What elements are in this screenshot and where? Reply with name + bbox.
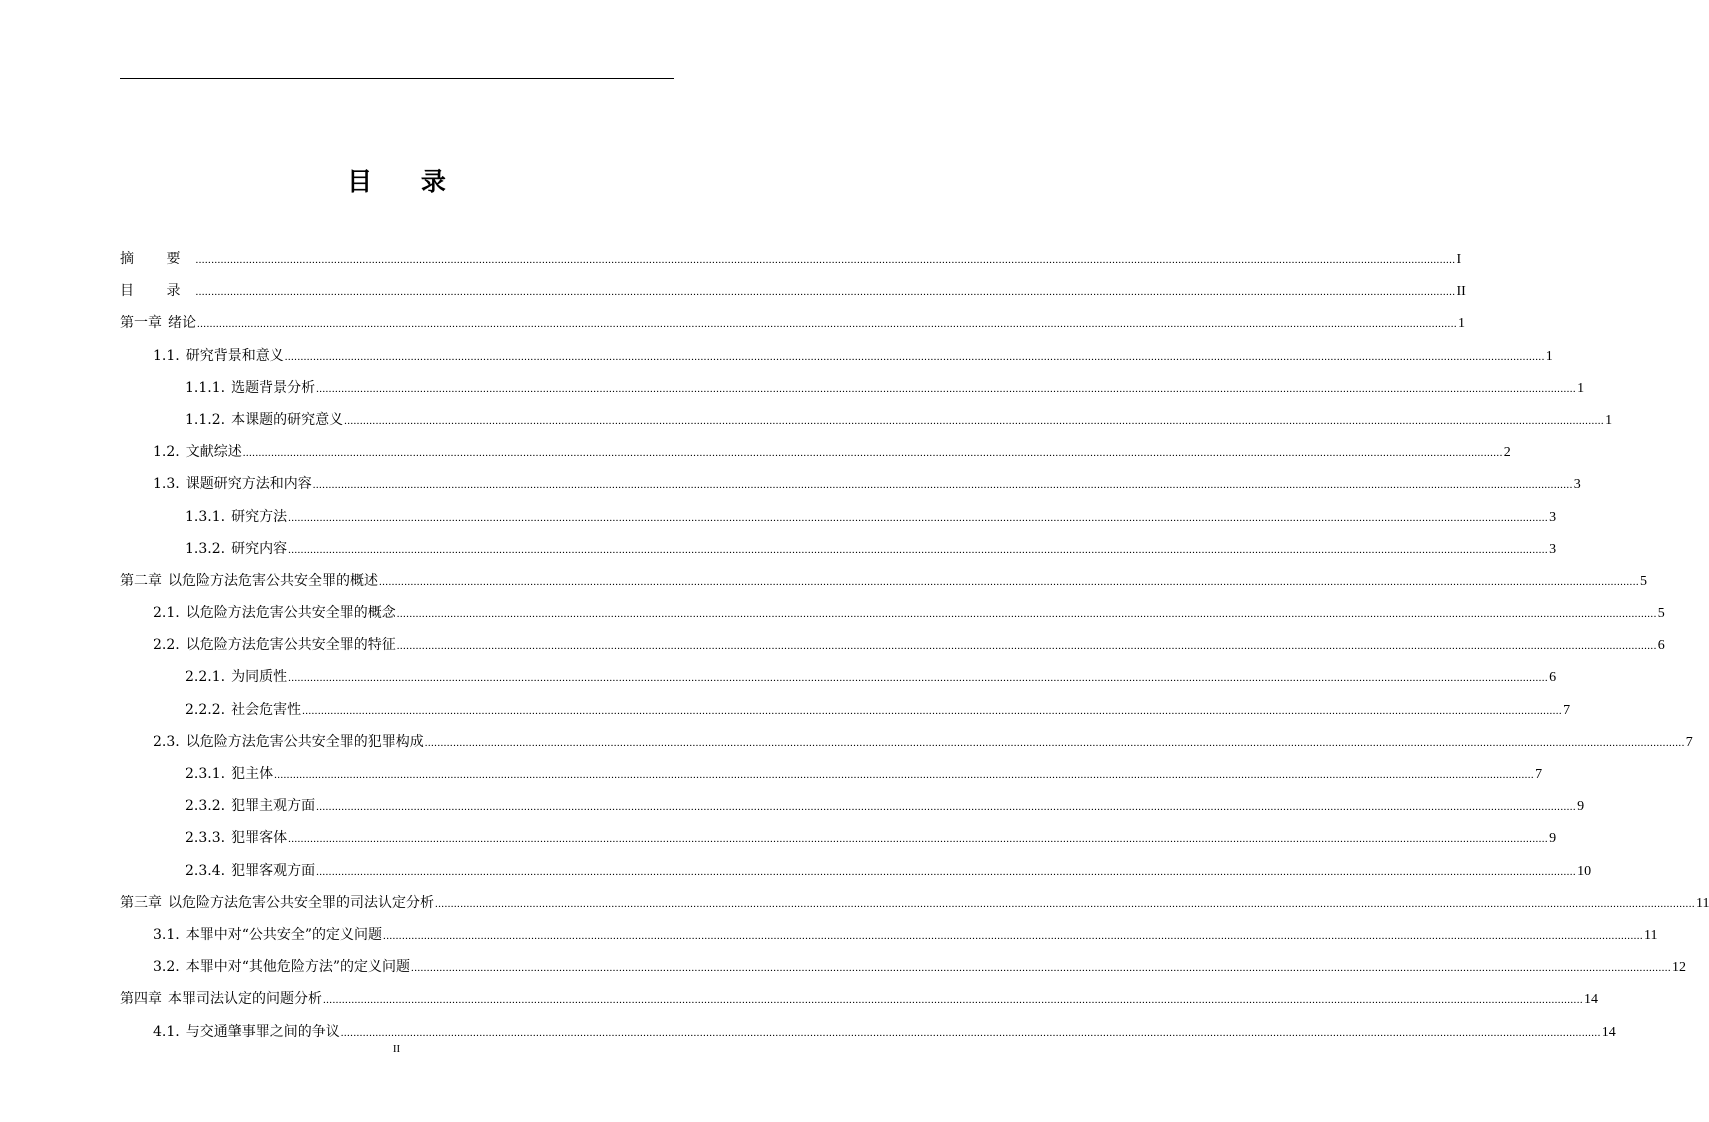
toc-entry-page: 9	[1577, 799, 1585, 815]
toc-entry-page: 1	[1458, 316, 1465, 332]
toc-entry[interactable]	[120, 919, 1658, 951]
toc-entry-label: 以危险方法危害公共安全罪的概述	[168, 572, 378, 589]
toc-entry[interactable]	[120, 340, 1553, 372]
toc-entry[interactable]	[120, 726, 1693, 758]
toc-entry-number: 1.3.1.	[185, 508, 226, 525]
toc-entry-number: 1.3.	[153, 476, 180, 493]
toc-entry-label: 犯罪客观方面	[231, 862, 316, 879]
toc-entry-label: 本罪司法认定的问题分析	[168, 991, 322, 1008]
toc-dot-leader: ................................................................................................................................................................................................................................................................................................................................................................................................................	[274, 769, 1535, 781]
toc-entry-page: 6	[1657, 638, 1665, 654]
header-rule	[120, 78, 674, 79]
toc-entry-label: 本课题的研究意义	[231, 411, 344, 428]
toc-dot-leader: ................................................................................................................................................................................................................................................................................................................................................................................................................	[435, 897, 1695, 910]
toc-dot-leader: ................................................................................................................................................................................................................................................................................................................................................................................................................	[340, 1026, 1601, 1039]
toc-entry-number: 1.1.2.	[185, 411, 226, 428]
toc-dot-leader: ................................................................................................................................................................................................................................................................................................................................................................................................................	[383, 929, 1644, 942]
toc-entry[interactable]	[120, 790, 1585, 822]
toc-entry-label: 以危险方法危害公共安全罪的犯罪构成	[185, 733, 424, 750]
toc-dot-leader: ................................................................................................................................................................................................................................................................................................................................................................................................................	[302, 704, 1563, 717]
toc-dot-leader: ................................................................................................................................................................................................................................................................................................................................................................................................................	[316, 382, 1577, 395]
toc-entry-label: 与交通肇事罪之间的争议	[185, 1023, 340, 1040]
toc-entry[interactable]	[120, 597, 1665, 629]
toc-entry-page: 14	[1584, 992, 1598, 1008]
toc-entry-page: 3	[1549, 541, 1557, 557]
toc-entry-label: 犯罪主观方面	[231, 798, 316, 815]
toc-entry-label: 社会危害性	[231, 701, 302, 718]
toc-entry-page: I	[1456, 252, 1462, 267]
toc-entry[interactable]	[120, 404, 1613, 436]
footer-page-number: II	[392, 1043, 401, 1055]
toc-entry-label: 摘 要	[120, 251, 195, 267]
toc-dot-leader: ................................................................................................................................................................................................................................................................................................................................................................................................................	[195, 254, 1456, 266]
toc-entry[interactable]	[120, 822, 1557, 854]
toc-entry-number: 2.3.1.	[185, 766, 226, 782]
toc-dot-leader: ................................................................................................................................................................................................................................................................................................................................................................................................................	[312, 479, 1573, 492]
toc-entry-number: 4.1.	[153, 1023, 180, 1040]
toc-entry-label: 以危险方法危害公共安全罪的司法认定分析	[168, 894, 434, 911]
toc-entry-page: 10	[1577, 863, 1592, 879]
toc-entry[interactable]	[120, 307, 1465, 339]
toc-entry[interactable]	[120, 501, 1557, 533]
toc-entry-label: 研究方法	[231, 508, 288, 525]
toc-entry-label: 本罪中对“其他危险方法”的定义问题	[185, 959, 411, 976]
toc-entry[interactable]	[120, 983, 1598, 1015]
toc-entry-number: 2.3.	[153, 733, 180, 750]
toc-entry-number: 1.3.2.	[185, 540, 226, 557]
toc-dot-leader: ................................................................................................................................................................................................................................................................................................................................................................................................................	[242, 447, 1503, 460]
toc-entry-number: 1.1.1.	[185, 379, 226, 396]
toc-dot-leader: ................................................................................................................................................................................................................................................................................................................................................................................................................	[344, 414, 1605, 427]
toc-entry-number: 3.1.	[153, 926, 180, 943]
toc-entry-number: 第四章	[120, 991, 162, 1008]
toc-entry-number: 2.3.4.	[185, 862, 226, 879]
toc-dot-leader: ................................................................................................................................................................................................................................................................................................................................................................................................................	[316, 801, 1577, 814]
toc-dot-leader: ................................................................................................................................................................................................................................................................................................................................................................................................................	[288, 833, 1549, 846]
toc-entry-number: 第一章	[120, 315, 162, 332]
toc-dot-leader: ................................................................................................................................................................................................................................................................................................................................................................................................................	[424, 736, 1685, 749]
toc-entry[interactable]	[120, 275, 1466, 307]
toc-entry[interactable]	[120, 436, 1511, 468]
toc-entry-number: 2.3.3.	[185, 830, 226, 847]
toc-entry-number: 1.1.	[153, 347, 180, 364]
toc-entry-label: 课题研究方法和内容	[185, 476, 312, 493]
toc-entry[interactable]	[120, 694, 1571, 726]
toc-entry-page: 2	[1503, 445, 1511, 461]
toc-entry-label: 以危险方法危害公共安全罪的概念	[185, 605, 396, 622]
toc-dot-leader: ................................................................................................................................................................................................................................................................................................................................................................................................................	[316, 865, 1577, 878]
toc-entry[interactable]	[120, 629, 1665, 661]
toc-entry-page: 7	[1535, 767, 1543, 782]
toc-entry-number: 2.2.2.	[185, 701, 226, 718]
toc-entry-page: 3	[1573, 477, 1581, 493]
toc-entry-number: 3.2.	[153, 959, 180, 976]
toc-entry-page: 11	[1644, 927, 1658, 943]
toc-entry-label: 研究背景和意义	[185, 347, 284, 364]
toc-entry-page: 3	[1549, 509, 1557, 525]
toc-entry-label: 文献综述	[185, 444, 242, 461]
toc-dot-leader: ................................................................................................................................................................................................................................................................................................................................................................................................................	[195, 286, 1456, 299]
toc-entry[interactable]	[120, 372, 1585, 404]
page-title: 目 录	[347, 167, 466, 196]
toc-entry-label: 以危险方法危害公共安全罪的特征	[185, 637, 396, 654]
toc-dot-leader: ................................................................................................................................................................................................................................................................................................................................................................................................................	[284, 350, 1545, 363]
toc-entry-page: 11	[1696, 895, 1709, 911]
toc-entry-number: 第二章	[120, 572, 162, 589]
toc-entry-number: 2.3.2.	[185, 798, 226, 815]
toc-entry-number: 2.2.	[153, 637, 180, 654]
toc-entry[interactable]	[120, 951, 1687, 983]
toc-entry-page: 1	[1605, 412, 1613, 428]
toc-entry[interactable]	[120, 887, 1709, 919]
toc-entry-page: 6	[1549, 670, 1557, 686]
toc-entry-page: 7	[1685, 734, 1693, 750]
toc-entry-label: 选题背景分析	[231, 379, 316, 396]
toc-entry-page: 9	[1549, 831, 1557, 847]
toc-entry[interactable]	[120, 468, 1581, 500]
toc-entry-label: 犯罪客体	[231, 830, 288, 847]
toc-dot-leader: ................................................................................................................................................................................................................................................................................................................................................................................................................	[396, 640, 1657, 653]
toc-entry-page: 1	[1545, 348, 1553, 364]
toc-entry-number: 2.2.1.	[185, 669, 226, 686]
toc-entry-number: 第三章	[120, 894, 162, 911]
toc-entry-number: 2.1.	[153, 605, 180, 622]
toc-entry-page: 12	[1672, 960, 1687, 976]
toc-entry-label: 犯主体	[231, 766, 274, 782]
table-of-contents	[120, 243, 1709, 1048]
toc-entry-page: II	[1456, 284, 1466, 300]
toc-entry-label: 目 录	[120, 283, 195, 300]
toc-entry[interactable]	[120, 855, 1592, 887]
toc-dot-leader: ................................................................................................................................................................................................................................................................................................................................................................................................................	[288, 543, 1549, 556]
toc-entry[interactable]	[120, 533, 1557, 565]
toc-dot-leader: ................................................................................................................................................................................................................................................................................................................................................................................................................	[288, 511, 1549, 524]
toc-entry-page: 7	[1563, 702, 1571, 718]
toc-entry-page: 14	[1601, 1024, 1616, 1040]
toc-entry-label: 为同质性	[231, 669, 288, 686]
toc-entry[interactable]	[120, 758, 1543, 790]
toc-entry-label: 绪论	[168, 315, 196, 332]
toc-entry-page: 5	[1657, 606, 1665, 622]
toc-dot-leader: ................................................................................................................................................................................................................................................................................................................................................................................................................	[396, 608, 1657, 621]
toc-entry-label: 本罪中对“公共安全”的定义问题	[185, 926, 383, 943]
toc-entry[interactable]	[120, 661, 1557, 693]
toc-dot-leader: ................................................................................................................................................................................................................................................................................................................................................................................................................	[323, 994, 1583, 1007]
toc-entry-label: 研究内容	[231, 540, 288, 557]
toc-entry[interactable]	[120, 243, 1462, 275]
toc-entry-page: 1	[1577, 380, 1585, 396]
toc-entry-page: 5	[1640, 573, 1647, 589]
toc-dot-leader: ................................................................................................................................................................................................................................................................................................................................................................................................................	[411, 962, 1672, 975]
toc-entry[interactable]	[120, 565, 1647, 597]
toc-dot-leader: ................................................................................................................................................................................................................................................................................................................................................................................................................	[288, 672, 1549, 685]
toc-entry-number: 1.2.	[153, 444, 180, 461]
toc-dot-leader: ................................................................................................................................................................................................................................................................................................................................................................................................................	[197, 318, 1457, 331]
toc-dot-leader: ................................................................................................................................................................................................................................................................................................................................................................................................................	[379, 575, 1639, 588]
